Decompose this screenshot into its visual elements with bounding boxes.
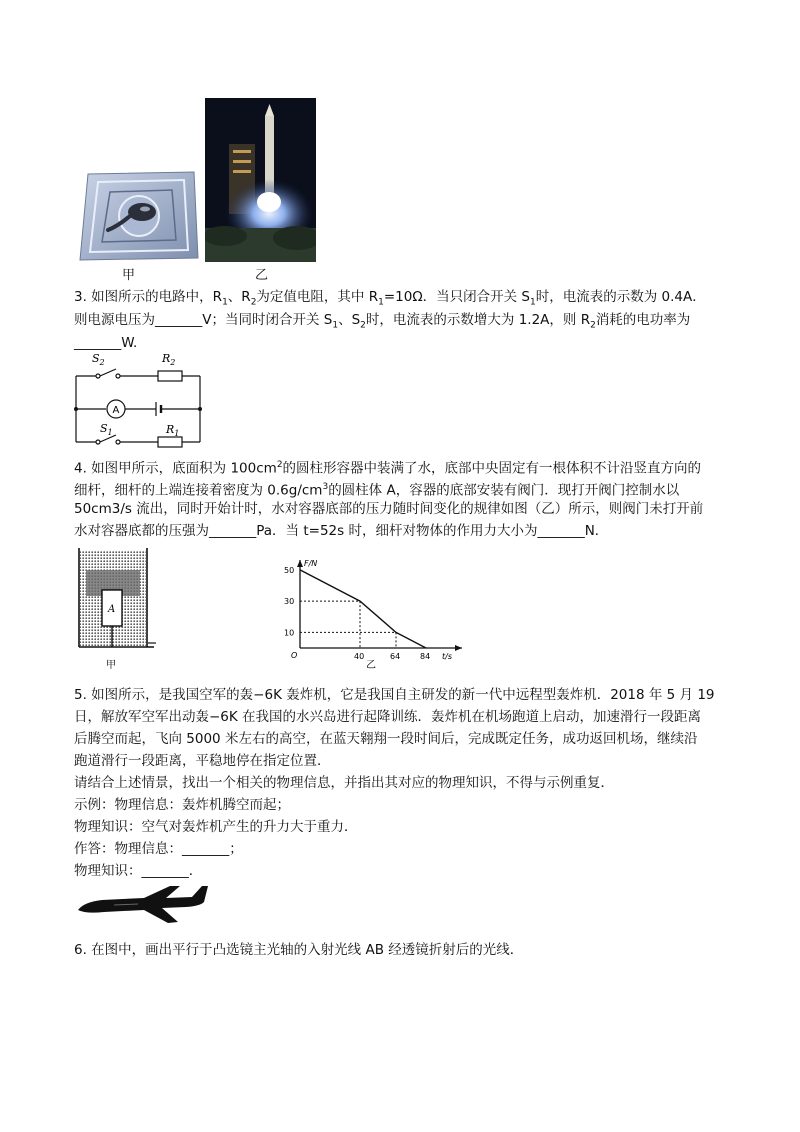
y-axis-label: F/N: [304, 559, 318, 568]
container-figure: [76, 548, 158, 670]
q4-line-4: 水对容器底都的压强为_______Pa．当 t=52s 时，细杆对物体的作用力大小为_______N．: [74, 523, 609, 539]
q6-line-1: 6. 在图中，画出平行于凸选镜主光轴的入射光线 AB 经透镜折射后的光线．: [74, 942, 524, 958]
ytick-50: 50: [284, 565, 295, 575]
figure-caption-jia: 甲: [122, 268, 136, 283]
ytick-10: 10: [284, 628, 295, 638]
circuit-label-s1: $S_1$: [100, 422, 113, 437]
ammeter-label: A: [112, 405, 120, 416]
x-axis-arrow: [455, 645, 462, 651]
q3-line-3: _______W.: [74, 335, 138, 351]
x-axis-label: t/s: [442, 652, 452, 661]
rocket-launch-photo: [205, 98, 316, 262]
q5-line-3: 后腾空而起，飞向 5000 米左右的高空，在蓝天翱翔一段时间后，完成既定任务，成功返回机场，继续沿: [74, 731, 698, 747]
q3-line-1: 3. 如图所示的电路中，$R_1$、$R_2$为定值电阻，其中 $R_1=10\Omega$．当只闭合开关 $S_1$时，电流表的示数为 0.4A．: [74, 289, 706, 308]
circuit-label-s2: $S_2$: [92, 352, 105, 367]
cylinder-label-a: A: [108, 604, 116, 615]
circuit-label-r2: $R_2$: [162, 352, 176, 367]
bomber-silhouette: [74, 878, 210, 930]
q4-line-1: 4. 如图甲所示，底面积为 $100cm^2$的圆柱形容器中装满了水，底部中央固定有一根体积不计沿竖直方向的: [74, 460, 702, 477]
q5-line-7: 物理知识：空气对轰炸机产生的升力大于重力．: [74, 819, 358, 835]
q4-line-3: 50cm3/s 流出，同时开始计时，水对容器底部的压力随时间变化的规律如图（乙）所示，则阀门未打开前: [74, 501, 704, 517]
container-caption-jia: 甲: [106, 660, 116, 670]
q3-line-2: 则电源电压为_______V；当同时闭合开关 $S_1$、$S_2$时，电流表的示数增大为 1.2A，则 $R_2$消耗的电功率为: [74, 312, 691, 331]
q4-line-2: 细杆，细杆的上端连接着密度为 $0.6g/cm^3$的圆柱体 A，容器的底部安装有阀门．现打开阀门控制水以: [74, 482, 680, 499]
xtick-64: 64: [390, 652, 401, 661]
q5-line-4: 跑道滑行一段距离，平稳地停在指定位置．: [74, 753, 331, 769]
graph-caption-yi: 乙: [366, 660, 376, 670]
ytick-30: 30: [284, 597, 295, 607]
q5-line-5: 请结合上述情景，找出一个相关的物理信息，并指出其对应的物理知识，不得与示例重复．: [74, 775, 614, 791]
force-line: [300, 570, 426, 648]
origin-label: O: [291, 651, 298, 660]
q5-line-8: 作答：物理信息：_______；: [74, 841, 243, 857]
circuit-diagram: [70, 350, 210, 450]
q5-line-1: 5. 如图所示，是我国空军的轰−6K 轰炸机，它是我国自主研发的新一代中远程型轰炸机．2018 年 5 月 19: [74, 687, 715, 703]
xtick-84: 84: [420, 652, 431, 661]
q5-line-2: 日，解放军空军出动轰−6K 在我国的水兴岛进行起降训练．轰炸机在机场跑道上启动，加速滑行一段距离: [74, 709, 702, 725]
figure-caption-yi: 乙: [255, 268, 269, 283]
xtick-40: 40: [354, 652, 365, 661]
q5-line-6: 示例：物理信息：轰炸机腾空而起；: [74, 797, 290, 813]
pressure-force-graph: [282, 556, 462, 670]
compass-photo: [78, 170, 200, 262]
y-axis-arrow: [297, 560, 303, 567]
q5-line-9: 物理知识：_______．: [74, 863, 203, 879]
circuit-label-r1: $R_1$: [166, 423, 180, 438]
